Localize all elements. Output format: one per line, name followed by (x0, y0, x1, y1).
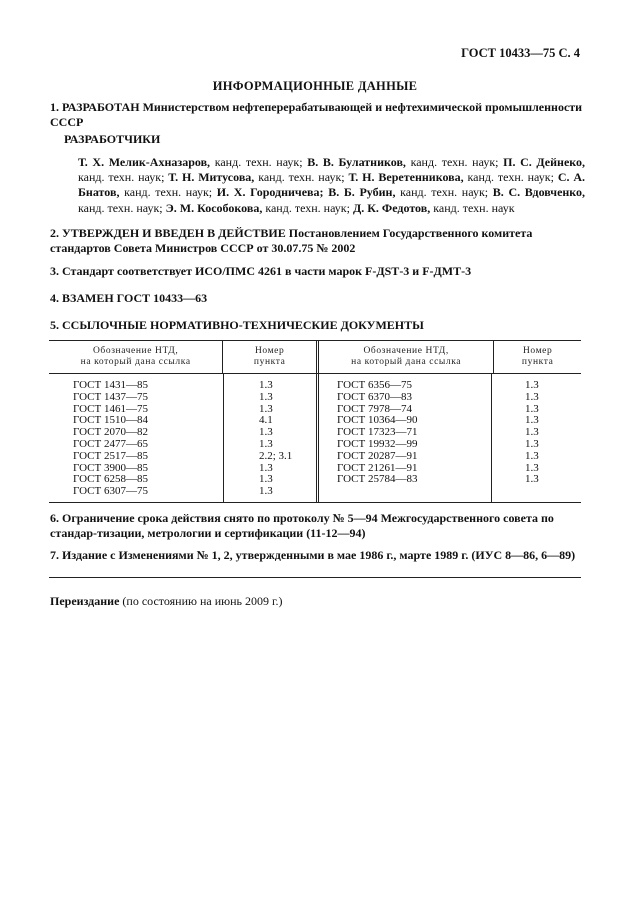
left-items-column (223, 374, 316, 502)
section-number: 7. (50, 548, 59, 562)
right-items-column (491, 374, 578, 502)
section-text: Издание с Изменениями № 1, 2, утвержденными в мае 1986 г., марте 1989 г. (ИУС 8—86, 6—89) (62, 548, 576, 562)
table-cell: 1.3 (259, 473, 273, 486)
table-cell: ГОСТ 2517—85 (73, 449, 148, 462)
developer-name: Т. Н. Митусова, (168, 170, 255, 185)
developer-name: Т. Х. Мелик-Ахназаров, (78, 155, 211, 169)
references-table (49, 340, 581, 503)
developer-title: канд. техн. наук; (78, 170, 165, 185)
developer-name: В. Б. Рубин, (328, 185, 396, 200)
section-5 (50, 318, 585, 333)
left-docs-column (49, 380, 223, 498)
developer-title: канд. техн. наук; (400, 185, 489, 200)
table-cell: 1.3 (259, 485, 273, 498)
table-cell: 1.3 (525, 426, 539, 439)
section-number: 3. (50, 264, 59, 278)
table-cell: ГОСТ 19932—99 (337, 437, 418, 450)
page-header: ГОСТ 10433—75 С. 4 (461, 46, 580, 60)
section-3 (50, 264, 585, 279)
reissue-note (50, 594, 283, 609)
section-2 (50, 226, 585, 256)
section-number: 5. (50, 318, 59, 332)
table-cell: 1.3 (259, 402, 273, 415)
developer-title: канд. техн. наук; (410, 155, 499, 169)
table-cell: 1.3 (259, 426, 273, 439)
table-cell: ГОСТ 6258—85 (73, 473, 148, 486)
table-cell: ГОСТ 7978—74 (337, 402, 412, 415)
table-cell: 1.3 (525, 437, 539, 450)
section-number: 2. (50, 226, 59, 240)
section-text: Министерством нефтеперерабатывающей и нефтехимической промышленности СССР (50, 100, 583, 129)
developer-name: П. С. Дейнеко, (503, 155, 586, 169)
developer-title: канд. техн. наук; (467, 170, 554, 185)
table-cell: ГОСТ 21261—91 (337, 461, 418, 474)
developer-name: Д. К. Федотов, (352, 200, 431, 215)
table-cell: ГОСТ 2477—65 (73, 437, 148, 450)
table-cell: ГОСТ 6356—75 (337, 379, 412, 391)
reissue-label: Переиздание (50, 594, 120, 608)
divider (49, 577, 581, 578)
section-text: ССЫЛОЧНЫЕ НОРМАТИВНО-ТЕХНИЧЕСКИЕ ДОКУМЕНТЫ (62, 318, 424, 332)
developers-label: РАЗРАБОТЧИКИ (64, 132, 161, 146)
developer-name: В. В. Булатников, (307, 155, 406, 169)
column-header-item: Номер пункта (222, 341, 316, 373)
table-cell: 1.3 (525, 473, 539, 486)
right-docs-column (316, 374, 491, 502)
column-header-document: Обозначение НТД, на который дана ссылка (80, 346, 191, 367)
table-body (49, 374, 581, 502)
table-cell: ГОСТ 20287—91 (337, 449, 418, 462)
page-title: ИНФОРМАЦИОННЫЕ ДАННЫЕ (212, 79, 418, 93)
section-number: 1. (50, 100, 59, 114)
table-cell: 1.3 (525, 461, 539, 474)
developer-name: В. С. Вдовченко, (492, 185, 586, 200)
section-number: 6. (50, 511, 59, 525)
table-cell: ГОСТ 17323—71 (337, 426, 418, 439)
section-text: ВЗАМЕН ГОСТ 10433—63 (62, 291, 208, 305)
developer-name: Т. Н. Веретенникова, (348, 170, 464, 185)
developer-title: канд. техн. наук; (258, 170, 345, 185)
section-label: УТВЕРЖДЕН И ВВЕДЕН В ДЕЙСТВИЕ (62, 226, 286, 240)
section-text: Постановлением Государственного комитета стандартов Совета Министров СССР от 30.07.75 № 2002 (50, 226, 533, 255)
table-cell: ГОСТ 25784—83 (337, 473, 418, 486)
section-label: РАЗРАБОТАН (62, 100, 140, 114)
table-cell: ГОСТ 3900—85 (73, 461, 148, 474)
section-4 (50, 291, 585, 306)
table-cell: 1.3 (525, 414, 539, 427)
table-cell: 1.3 (259, 461, 273, 474)
developer-name: И. Х. Городничева; (216, 185, 324, 200)
table-cell: ГОСТ 2070—82 (73, 426, 148, 439)
column-header-document: Обозначение НТД, на который дана ссылка (316, 341, 493, 373)
table-cell: 1.3 (525, 379, 539, 391)
section-1 (50, 100, 585, 130)
column-header-item: Номер пункта (493, 341, 581, 373)
developer-title: канд. техн. наук; (214, 155, 303, 169)
section-7 (50, 548, 585, 563)
section-text: Ограничение срока действия снято по протоколу № 5—94 Межгосударственного совета по стандар-тизации, метрологии и сертификации (11-12—94) (50, 511, 554, 540)
table-cell: 1.3 (525, 390, 539, 403)
table-header (49, 341, 581, 374)
table-cell: ГОСТ 1437—75 (73, 390, 148, 403)
developer-title: канд. техн. наук; (78, 200, 163, 215)
table-cell: ГОСТ 10364—90 (337, 414, 418, 427)
developer-title: канд. техн. наук (433, 200, 515, 215)
reissue-text: (по состоянию на июнь 2009 г.) (122, 594, 283, 608)
table-cell: ГОСТ 6370—83 (337, 390, 412, 403)
section-6 (50, 511, 585, 541)
developer-title: канд. техн. наук; (124, 185, 213, 200)
table-cell: 1.3 (259, 390, 273, 403)
table-cell: ГОСТ 6307—75 (73, 485, 148, 498)
developer-name: Э. М. Кособокова, (165, 200, 263, 215)
table-cell: 4.1 (259, 414, 273, 427)
table-cell: ГОСТ 1431—85 (73, 379, 148, 391)
table-cell: 1.3 (259, 379, 273, 391)
table-cell: 1.3 (525, 449, 539, 462)
table-cell: ГОСТ 1510—84 (73, 414, 148, 427)
developer-title: канд. техн. наук; (265, 200, 350, 215)
table-cell: 1.3 (525, 402, 539, 415)
table-cell: ГОСТ 1461—75 (73, 402, 148, 415)
section-number: 4. (50, 291, 59, 305)
section-text: Стандарт соответствует ИСО/ПМС 4261 в части марок F-ДSТ-3 и F-ДМТ-3 (62, 264, 472, 278)
table-cell: 2.2; 3.1 (259, 449, 293, 462)
developer-name: С. А. Бнатов, (78, 170, 586, 200)
table-cell: 1.3 (259, 437, 273, 450)
developers-list (78, 155, 585, 216)
